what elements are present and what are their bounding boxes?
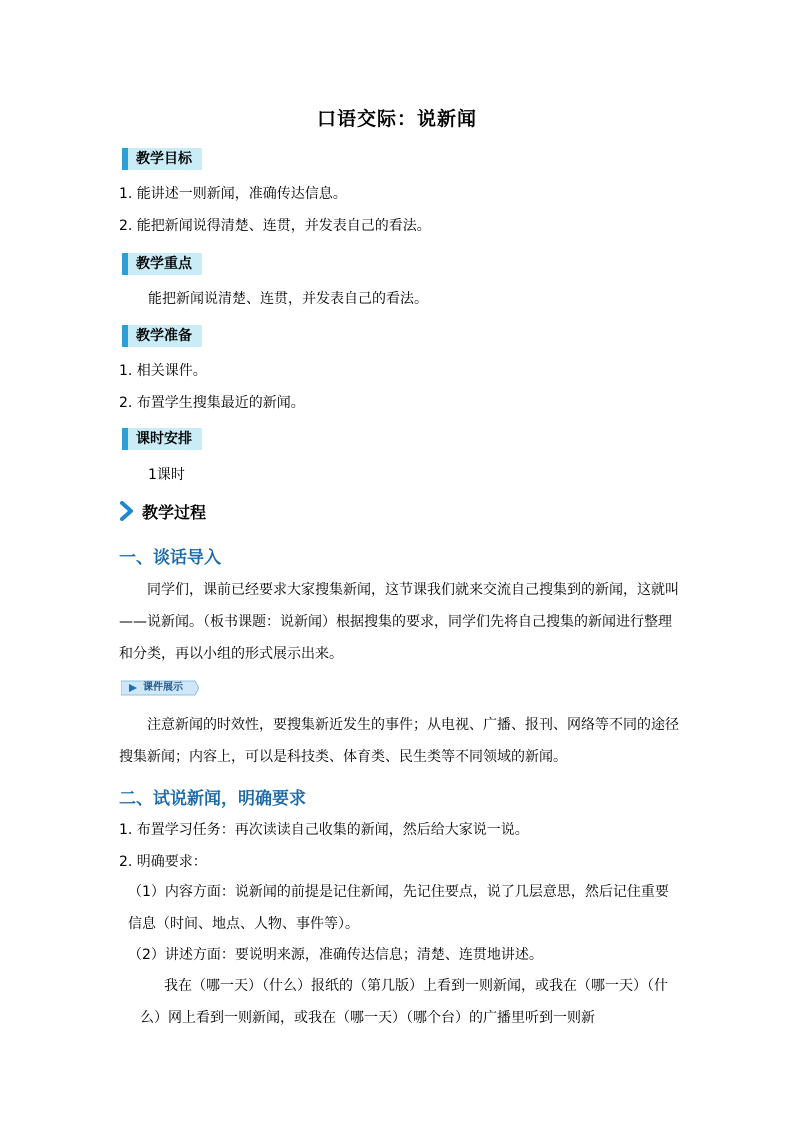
chevron-right-icon (120, 501, 134, 521)
focus-text: 能把新闻说清楚、连贯，并发表自己的看法。 (148, 291, 428, 307)
process-heading-text: 教学过程 (142, 502, 207, 522)
goal-item: 1. 能讲述一则新闻，准确传达信息。 (119, 186, 347, 202)
prep-item: 2. 布置学生搜集最近的新闻。 (119, 395, 305, 411)
part1-note: 注意新闻的时效性，要搜集新近发生的事件；从电视、广播、报刊、网络等不同的途径搜集新闻；内容上，可以是科技类、体育类、民生类等不同领域的新闻。 (119, 717, 679, 765)
section-label-schedule: 课时安排 (122, 428, 202, 450)
prep-item: 1. 相关课件。 (119, 363, 207, 379)
requirement-content (128, 876, 676, 940)
requirement-content-text: （1）内容方面：说新闻的前提是记住新闻，先记住要点，说了几层意思，然后记住重要信息（时间、地点、人物、事件等）。 (128, 884, 669, 932)
section-label-prep: 教学准备 (122, 325, 202, 347)
goal-item: 2. 能把新闻说得清楚、连贯，并发表自己的看法。 (119, 218, 431, 234)
courseware-tag-label: 课件展示 (143, 682, 183, 693)
process-heading (120, 499, 206, 523)
page-title: 口语交际：说新闻 (316, 108, 477, 130)
section-label-goals: 教学目标 (122, 148, 202, 170)
requirement-narration: （2）讲述方面：要说明来源，准确传达信息；清楚、连贯地讲述。 (128, 947, 543, 963)
example-paragraph: 我在（哪一天）（什么）报纸的（第几版）上看到一则新闻，或我在（哪一天）（什么）网上看到一则新闻，或我在（哪一天）（哪个台）的广播里听到一则新 (140, 978, 668, 1026)
section-label-focus: 教学重点 (122, 253, 202, 275)
part2-item: 1. 布置学习任务：再次读读自己收集的新闻，然后给大家说一说。 (119, 822, 529, 838)
part1-paragraph: 同学们，课前已经要求大家搜集新闻，这节课我们就来交流自己搜集到的新闻，这就叫——说新闻。（板书课题：说新闻）根据搜集的要求，同学们先将自己搜集的新闻进行整理和分类，再以小组的形式展示出来。 (119, 582, 679, 662)
part2-item: 2. 明确要求： (119, 854, 207, 870)
courseware-tag (121, 679, 199, 697)
part2-title: 二、试说新闻，明确要求 (119, 789, 306, 809)
part1-title: 一、谈话导入 (119, 548, 221, 568)
schedule-text: 1课时 (148, 467, 185, 483)
